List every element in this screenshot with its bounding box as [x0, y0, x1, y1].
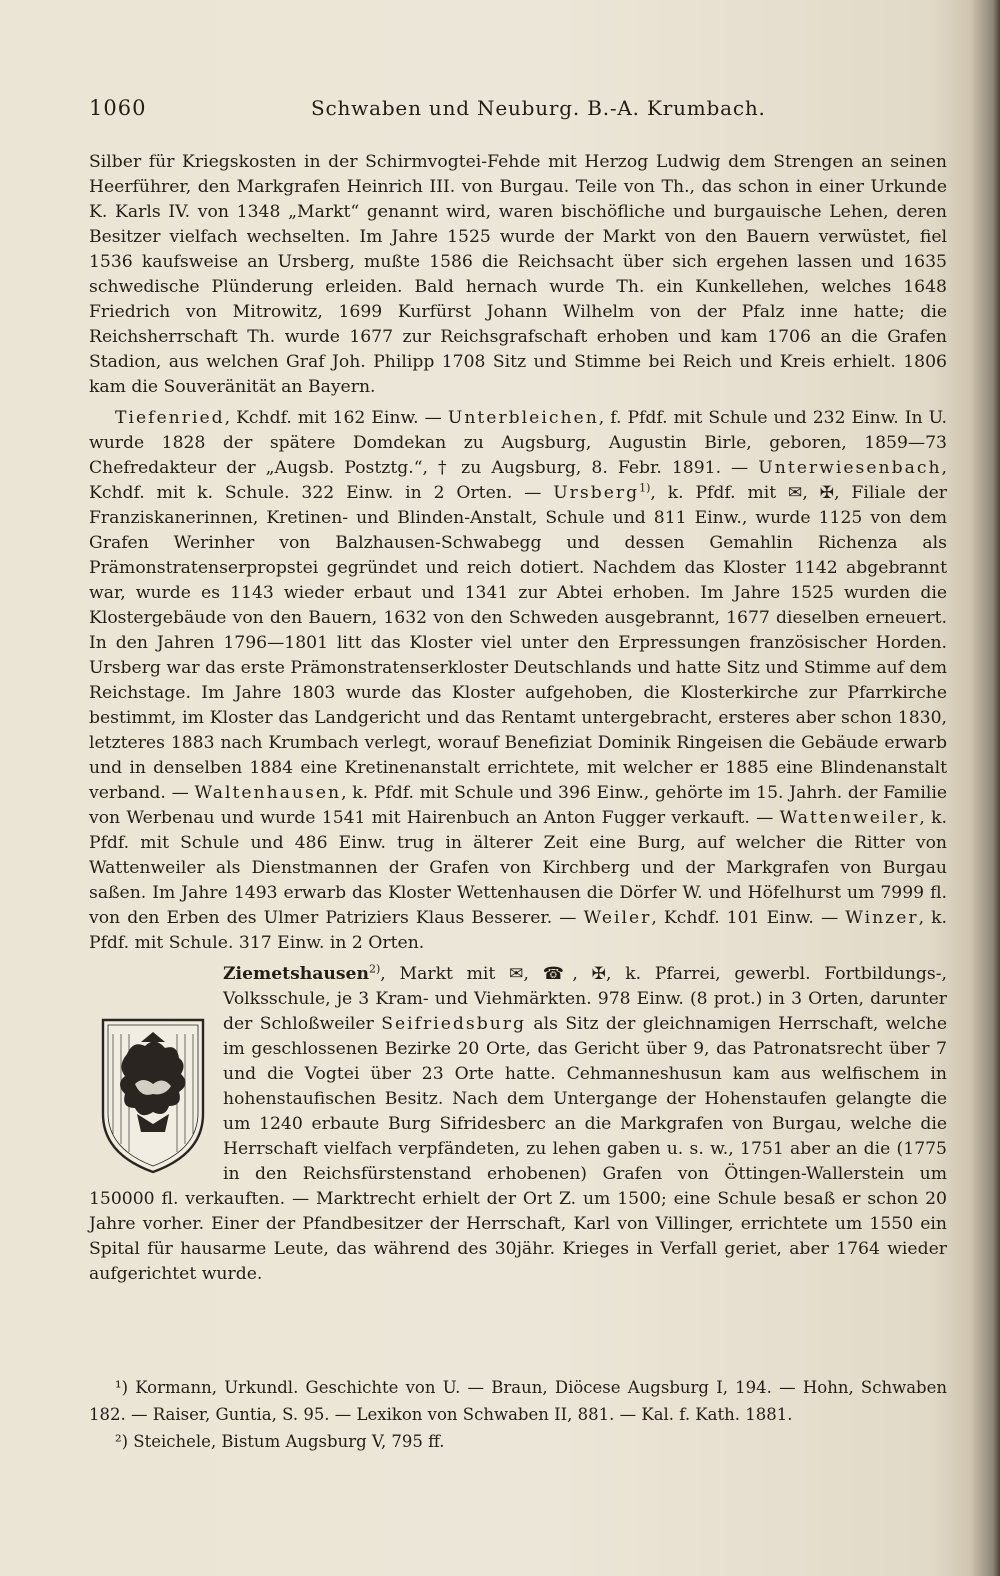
text-run: , Markt mit ✉, ☎, ✠, k. Pfarrei, gewerbl. Fortbildungs-, Volksschule, je 3 Kram- und Viehmärkten. 978 Einw. (8 prot.) in 3 Orten, darunter der Schloßweiler — [223, 964, 947, 1034]
text-run: , k. Pfdf. mit Schule. 317 Einw. in 2 Orten. — [89, 908, 947, 953]
footnote: ²) Steichele, Bistum Augsburg V, 795 ff. — [115, 1432, 445, 1451]
page-header — [89, 96, 909, 128]
place-name: Weiler — [583, 908, 652, 928]
text-run: , k. Pfdf. mit Schule und 396 Einw., gehörte im 15. Jahrh. der Familie von Werbenau und wurde 1541 mit Hairenbuch an Anton Fugger verkauft. — — [89, 783, 947, 828]
running-title: Schwaben und Neuburg. B.-A. Krumbach. — [311, 96, 766, 120]
paragraph-ziemetshausen — [89, 962, 947, 1287]
page-number: 1060 — [89, 96, 147, 120]
place-name: Waltenhausen — [194, 783, 342, 803]
place-name: Unterwiesenbach — [758, 458, 942, 478]
text-run: , Kchdf. mit k. Schule. 322 Einw. in 2 Orten. — — [89, 458, 947, 503]
place-name: Tiefenried — [115, 408, 225, 428]
place-name: Ursberg — [553, 483, 640, 503]
footnotes — [89, 1374, 947, 1455]
text-run: , k. Pfdf. mit ✉, ✠, Filiale der Franziskanerinnen, Kretinen- und Blinden-Anstalt, Schule und 811 Einw., wurde 1125 von dem Grafen Werinher von Balzhausen-Schwabegg und dessen Gemahlin Richenza als Prämonstratenserpropstei gegründet und reich dotiert. Nachdem das Kloster 1142 abgebrannt war, wurde es 1143 wieder erbaut und 1341 zur Abtei erhoben. Im Jahre 1525 wurden die Klostergebäude von den Bauern, 1632 von den Schweden ausgebrannt, 1677 dieselben erneuert. In den Jahren 1796—1801 litt das Kloster viel unter den Erpressungen französischer Horden. Ursberg war das erste Prämonstratenserkloster Deutschlands und hatte Sitz und Stimme auf dem Reichstage. Im Jahre 1803 wurde das Kloster aufgehoben, die Klosterkirche zur Pfarrkirche bestimmt, im Kloster das Landgericht und das Rentamt untergebracht, ersteres aber schon 1830, letzteres 1883 nach Krumbach verlegt, worauf Benefiziat Dominik Ringeisen die Gebäude erwarb und in denselben 1884 eine Kretinenanstalt errichtete, mit welcher er 1885 eine Blindenanstalt verband. — — [89, 483, 948, 803]
paragraph-thannhausen-continued: Silber für Kriegskosten in der Schirmvogtei-Fehde mit Herzog Ludwig dem Strengen an seinen Heerführer, den Markgrafen Heinrich III. von Burgau. Teile von Th., das schon in einer Urkunde K. Karls IV. von 1348 „Markt“ genannt wird, waren bischöfliche und burgauische Lehen, deren Besitzer vielfach wechselten. Im Jahre 1525 wurde der Markt von den Bauern verwüstet, fiel 1536 kaufsweise an Ursberg, mußte 1586 die Reichsacht über sich ergehen lassen und 1635 schwedische Plünderung erleiden. Bald hernach wurde Th. ein Kunkellehen, welches 1648 Friedrich von Mitrowitz, 1699 Kurfürst Johann Wilhelm von der Pfalz inne hatte; die Reichsherrschaft Th. wurde 1677 zur Reichsgrafschaft erhoben und kam 1706 an die Grafen Stadion, aus welchen Graf Joh. Philipp 1708 Sitz und Stimme bei Reich und Kreis erhielt. 1806 kam die Souveränität an Bayern. — [89, 152, 947, 397]
ziemetshausen-entry — [89, 962, 947, 1287]
footnote-ref: 1) — [639, 481, 651, 495]
footnote: ¹) Kormann, Urkundl. Geschichte von U. — Braun, Diöcese Augsburg I, 194. — Hohn, Schwaben 182. — Raiser, Guntia, S. 95. — Lexikon von Schwaben II, 881. — Kal. f. Kath. 1881. — [89, 1378, 947, 1424]
paragraph-places — [89, 406, 947, 956]
place-name: Wattenweiler — [779, 808, 920, 828]
place-name: Seifriedsburg — [381, 1014, 527, 1034]
footnote-ref: 2) — [369, 962, 381, 976]
text-run: , Kchdf. mit 162 Einw. — — [224, 408, 448, 428]
text-run: , f. Pfdf. mit Schule und 232 Einw. In U. wurde 1828 der spätere Domdekan zu Augsburg, Augustin Birle, geboren, 1859—73 Chefredakteur der „Augsb. Postztg.“, † zu Augsburg, 8. Febr. 1891. — — [89, 408, 947, 478]
place-name: Unterbleichen — [447, 408, 599, 428]
text-run: , k. Pfdf. mit Schule und 486 Einw. trug in älterer Zeit eine Burg, auf welcher die Ritter von Wattenweiler als Dienstmannen der Grafen von Kirchberg und der Markgrafen von Burgau saßen. Im Jahre 1493 erwarb das Kloster Wettenhausen die Dörfer W. und Höfelhurst um 7999 fl. von den Erben des Ulmer Patriziers Klaus Besserer. — — [89, 808, 947, 928]
place-name: Winzer — [845, 908, 919, 928]
main-text — [89, 150, 947, 1293]
entry-heading: Ziemetshausen — [223, 964, 369, 984]
text-run: , Kchdf. 101 Einw. — — [651, 908, 846, 928]
coat-of-arms-icon — [97, 1014, 209, 1176]
text-run: als Sitz der gleichnamigen Herrschaft, welche im geschlossenen Bezirke 20 Orte, das Gericht über 9, das Patronatsrecht über 7 und die Vogtei über 23 Orte hatte. Cehmanneshusun kam aus welfischem in hohenstaufischen Besitz. Nach dem Untergange der Hohenstaufen gelangte die um 1240 erbaute Burg Sifridesberc an die Markgrafen von Burgau, welche die Herrschaft vielfach verpfändeten, zu lehen gaben u. s. w., 1751 aber an die (1775 in den Reichsfürstenstand erhobenen) Grafen von Öttingen-Wallerstein um 150000 fl. verkauften. — Marktrecht erhielt der Ort Z. um 1500; eine Schule besaß er schon 20 Jahre vorher. Einer der Pfandbesitzer der Herrschaft, Karl von Villinger, errichtete um 1550 ein Spital für hausarme Leute, das während des 30jähr. Krieges in Verfall geriet, aber 1764 wieder aufgerichtet wurde. — [89, 1014, 947, 1284]
